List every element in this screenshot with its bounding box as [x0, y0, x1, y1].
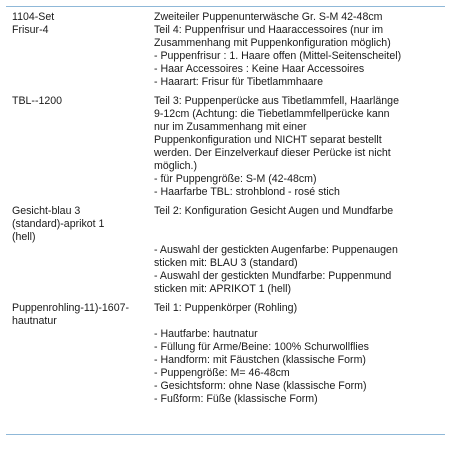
description-line: nur im Zusammenhang mit einer: [154, 121, 307, 133]
description-line: sticken mit: APRIKOT 1 (hell): [154, 283, 291, 295]
description-line: - Gesichtsform: ohne Nase (klassische Form): [154, 380, 367, 392]
table-row: [6, 205, 450, 302]
description-line: Zusammenhang mit Puppenkonfiguration möglich): [154, 37, 391, 49]
description-line: Teil 4: Puppenfrisur und Haaraccessoires (nur im: [154, 24, 384, 36]
description-line: Teil 3: Puppenperücke aus Tibetlammfell, Haarlänge: [154, 95, 399, 107]
blank-line: [154, 231, 450, 244]
description-line: möglich.): [154, 160, 197, 172]
description-line: - Puppengröße: M= 46-48cm: [154, 367, 290, 379]
description-line: - Hautfarbe: hautnatur: [154, 328, 258, 340]
description-line: Teil 2: Konfiguration Gesicht Augen und Mundfarbe: [154, 205, 394, 217]
article-code-cell: [6, 205, 154, 302]
article-description-cell: [154, 205, 450, 302]
description-line: - für Puppengröße: S-M (42-48cm): [154, 173, 317, 185]
description-line: - Handform: mit Fäustchen (klassische Form): [154, 354, 366, 366]
description-line: Puppenkonfiguration und NICHT separat bestellt: [154, 134, 382, 146]
article-description-cell: [154, 95, 450, 205]
table-row: [6, 302, 450, 412]
top-divider: [6, 6, 445, 7]
article-code-cell: [6, 302, 154, 412]
article-code-cell: [6, 11, 154, 95]
description-line: - Puppenfrisur : 1. Haare offen (Mittel-Seitenscheitel): [154, 50, 402, 62]
description-line: werden. Der Einzelverkauf dieser Perücke ist nicht: [154, 147, 391, 159]
description-line: Zweiteiler Puppenunterwäsche Gr. S-M 42-48cm: [154, 11, 383, 23]
article-description-cell: [154, 11, 450, 95]
description-line: - Auswahl der gestickten Augenfarbe: Puppenaugen: [154, 244, 398, 256]
article-code-line: TBL--1200: [12, 95, 63, 107]
order-items-table: [6, 11, 450, 412]
description-line: - Füllung für Arme/Beine: 100% Schurwollflies: [154, 341, 369, 353]
blank-line: [154, 218, 450, 231]
article-code-line: Puppenrohling-11)-1607-: [12, 302, 130, 314]
description-line: - Haar Accessoires : Keine Haar Accessoires: [154, 63, 365, 75]
description-line: - Fußform: Füße (klassische Form): [154, 393, 318, 405]
article-code-cell: [6, 95, 154, 205]
description-line: - Haarart: Frisur für Tibetlammhaare: [154, 76, 323, 88]
article-code-line: Gesicht-blau 3: [12, 205, 81, 217]
description-line: 9-12cm (Achtung: die Tiebetlammfellperücke kann: [154, 108, 390, 120]
article-code-line: 1104-Set: [12, 11, 55, 23]
article-code-line: (hell): [12, 231, 36, 243]
description-line: - Auswahl der gestickten Mundfarbe: Puppenmund: [154, 270, 392, 282]
table-row: [6, 95, 450, 205]
article-code-line: hautnatur: [12, 315, 57, 327]
table-row: [6, 11, 450, 95]
description-line: sticken mit: BLAU 3 (standard): [154, 257, 298, 269]
article-description-cell: [154, 302, 450, 412]
article-code-line: Frisur-4: [12, 24, 49, 36]
article-code-line: (standard)-aprikot 1: [12, 218, 105, 230]
description-line: - Haarfarbe TBL: strohblond - rosé stich: [154, 186, 340, 198]
description-line: Teil 1: Puppenkörper (Rohling): [154, 302, 298, 314]
blank-line: [154, 315, 450, 328]
bottom-divider: [6, 434, 445, 435]
